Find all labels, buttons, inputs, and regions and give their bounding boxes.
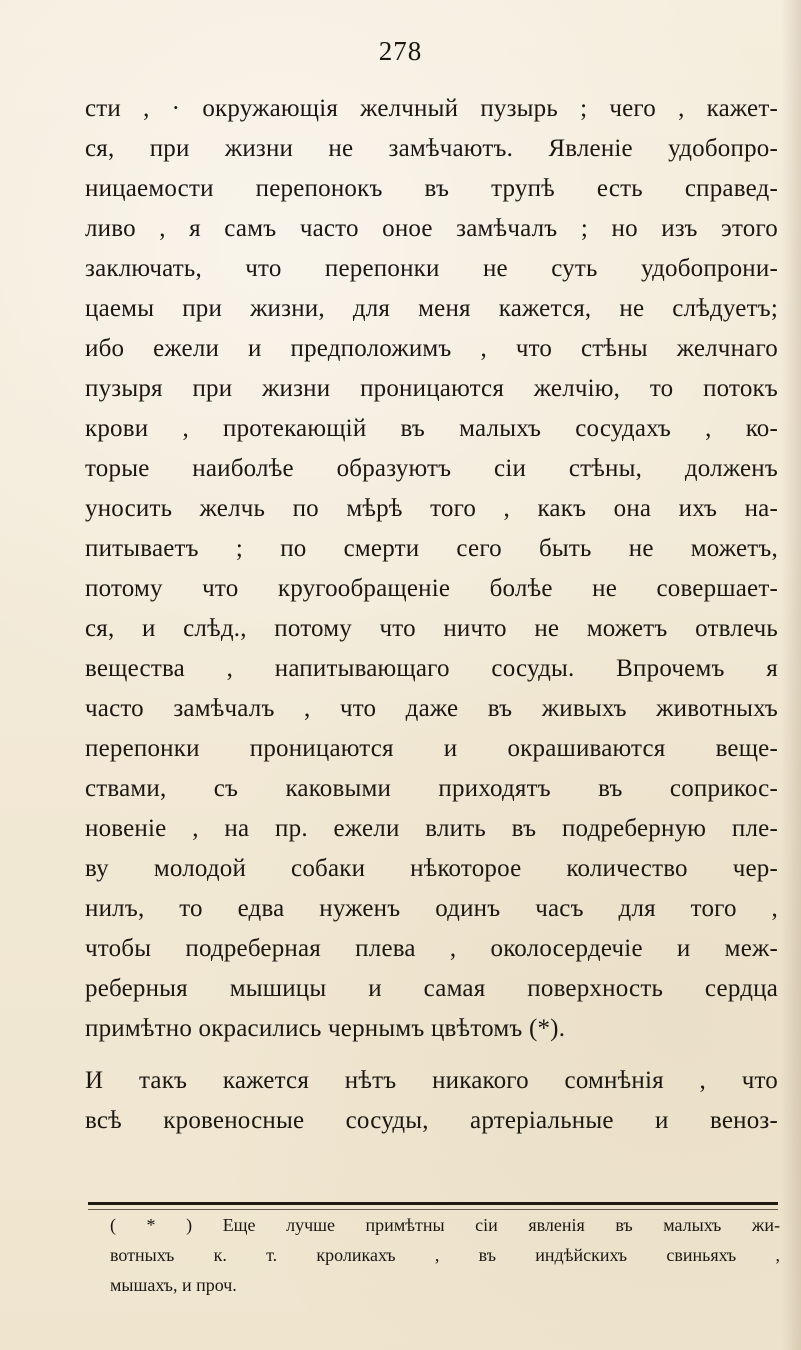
text-line: новеніе , на пр. ежели влить въ подреберную пле- (85, 815, 778, 842)
text-line: торые наиболѣе образуютъ сіи стѣны, долженъ (85, 455, 778, 482)
text-line: ствами, съ каковыми приходятъ въ соприкос- (85, 775, 778, 802)
text-line: пузыря при жизни проницаются желчію, то потокъ (85, 375, 778, 402)
text-line: потому что кругообращеніе болѣе не совершает- (85, 575, 778, 602)
text-line: нилъ, то едва нуженъ одинъ часъ для того , (85, 895, 778, 922)
text-line: крови , протекающій въ малыхъ сосудахъ , ко- (85, 415, 778, 442)
text-line: реберныя мышицы и самая поверхность сердца (85, 975, 778, 1002)
footnote-line: мышахъ, и проч. (110, 1275, 237, 1295)
footnote-line: ( * ) Еще лучше примѣтны сіи явленія въ малыхъ жи- (110, 1215, 780, 1235)
paragraph-start-line: И такъ кажется нѣтъ никакого сомнѣнія , что (85, 1067, 778, 1094)
text-line: ницаемости перепонокъ въ трупѣ есть справед- (85, 175, 778, 202)
text-line: сти , · окружающія желчный пузырь ; чего , кажет- (85, 95, 778, 122)
main-text-block (85, 89, 778, 1141)
text-line: вещества , напитывающаго сосуды. Впрочемъ я (85, 655, 778, 682)
text-line: чтобы подреберная плева , околосердечіе и меж- (85, 935, 778, 962)
text-line: часто замѣчалъ , что даже въ живыхъ животныхъ (85, 695, 778, 722)
footnote-line: вотныхъ к. т. кроликахъ , въ индѣйскихъ свиньяхъ , (110, 1245, 780, 1265)
text-line: цаемы при жизни, для меня кажется, не слѣдуетъ; (85, 295, 778, 322)
text-line: заключать, что перепонки не суть удобопрони- (85, 255, 778, 282)
text-line: ся, и слѣд., потому что ничто не можетъ отвлечь (85, 615, 778, 642)
text-line: всѣ кровеносные сосуды, артеріальные и веноз- (85, 1107, 778, 1134)
footnote-separator (88, 1202, 778, 1210)
text-line: ибо ежели и предположимъ , что стѣны желчнаго (85, 335, 778, 362)
text-line: питываетъ ; по смерти сего быть не можетъ, (85, 535, 778, 562)
text-line: примѣтно окрасились чернымъ цвѣтомъ (*). (85, 1015, 566, 1042)
text-line: перепонки проницаются и окрашиваются веще- (85, 735, 778, 762)
text-line: ливо , я самъ часто оное замѣчалъ ; но изъ этого (85, 215, 778, 242)
page-edge-shadow (781, 0, 801, 1350)
text-line: ву молодой собаки нѣкоторое количество чер- (85, 855, 778, 882)
text-line: уносить желчь по мѣрѣ того , какъ она ихъ на- (85, 495, 778, 522)
text-line: ся, при жизни не замѣчаютъ. Явленіе удобопро- (85, 135, 778, 162)
separator-rule-thick (88, 1202, 778, 1205)
footnote-block (110, 1210, 780, 1300)
page-number: 278 (378, 36, 423, 66)
